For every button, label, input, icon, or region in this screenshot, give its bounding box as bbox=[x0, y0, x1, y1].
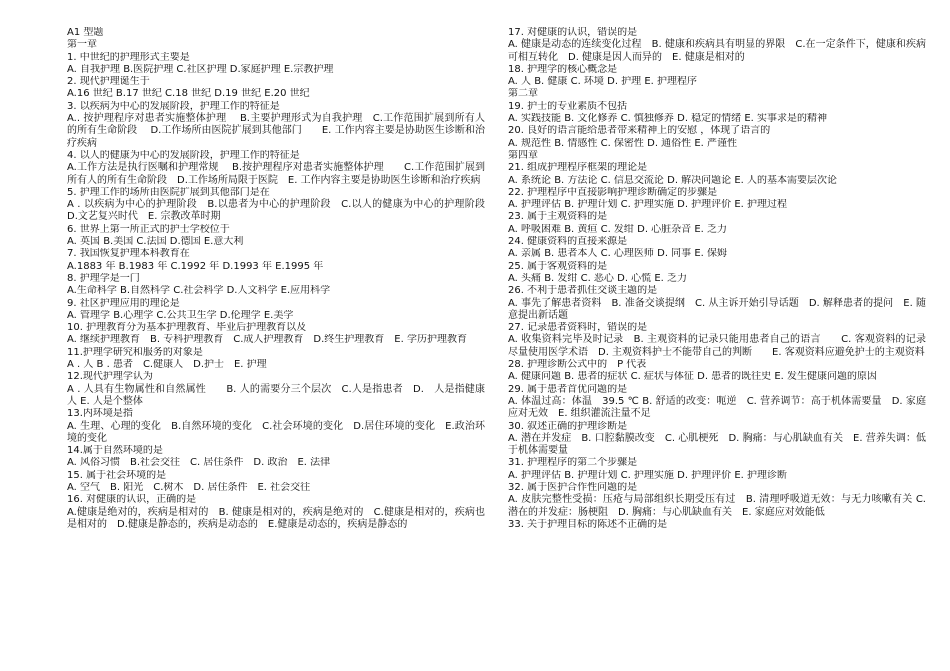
question: 31. 护理程序的第二个步骤是 bbox=[508, 457, 638, 469]
question: 13.内环境是指 bbox=[67, 408, 133, 420]
question: 26. 不利于患者抓住交谈主题的是 bbox=[508, 285, 658, 297]
question: 28. 护理诊断公式中的 P 代表 bbox=[508, 359, 647, 371]
answer-options: A. 健康是动态的连续变化过程 B. 健康和疾病具有明显的界限 C.在一定条件下，健康和疾病可相互转化 D. 健康是因人而异的 E. 健康是相对的 bbox=[508, 39, 926, 63]
question: 5. 护理工作的场所由医院扩展到其他部门是在 bbox=[67, 186, 270, 198]
question: 7. 我国恢复护理本科教育在 bbox=[67, 248, 190, 260]
question: 14.属于自然环境的是 bbox=[67, 445, 163, 457]
answer-options: A . 人具有生物属性和自然属性 B. 人的需要分三个层次 C.人是指患者 D. 人是指健康人 E. 人是个整体 bbox=[67, 383, 485, 407]
answer-options: A. 潜在并发症 B. 口腔黏膜改变 C. 心肌梗死 D. 胸痛：与心肌缺血有关 E. 营养失调：低于机体需要量 bbox=[508, 432, 926, 457]
right-column bbox=[508, 27, 926, 531]
answer-options: A. 护理评估 B. 护理计划 C. 护理实施 D. 护理评价 E. 护理诊断 bbox=[508, 469, 788, 481]
question: 15. 属于社会环境的是 bbox=[67, 469, 167, 481]
answer-options: A. 皮肤完整性受损：压疮与局部组织长期受压有过 B. 清理呼吸道无效：与无力咳嗽有关 C. 潜在的并发症：肠梗阻 D. 胸痛：与心肌缺血有关 E. 家庭应对效能低 bbox=[508, 494, 926, 518]
question: 1. 中世纪的护理形式主要是 bbox=[67, 51, 190, 63]
answer-options: A. 头痛 B. 发绀 C. 恶心 D. 心慌 E. 乏力 bbox=[508, 272, 688, 284]
question: 25. 属于客观资料的是 bbox=[508, 260, 608, 272]
question: 3. 以疾病为中心的发展阶段，护理工作的特征是 bbox=[67, 100, 280, 112]
question: 22. 护理程序中直接影响护理诊断确定的步骤是 bbox=[508, 186, 718, 198]
answer-options: A. 收集资料完毕及时记录 B. 主观资料的记录只能用患者自己的语言 C. 客观资料的记录尽量使用医学术语 D. 主观资料护士不能带自己的判断 E. 客观资料应避免护士的主观资料 bbox=[508, 334, 926, 358]
answer-options: A. 实践技能 B. 文化修养 C. 慎独修养 D. 稳定的情绪 E. 实事求是的精神 bbox=[508, 113, 828, 125]
answer-options: A. 事先了解患者资料 B. 准备交谈提纲 C. 从主诉开始引导话题 D. 解释患者的提问 E. 随意提出新话题 bbox=[508, 297, 926, 321]
answer-options: A.生命科学 B.自然科学 C.社会科学 D.人文科学 E.应用科学 bbox=[67, 285, 331, 297]
answer-options: A.16 世纪 B.17 世纪 C.18 世纪 D.19 世纪 E.20 世纪 bbox=[67, 88, 310, 100]
chapter-heading: 第一章 bbox=[67, 39, 97, 51]
answer-options: A.工作方法是执行医嘱和护理常规 B.按护理程序对患者实施整体护理 C.工作范围扩展到所有人的所有生命阶段 D.工作场所局限于医院 E. 工作内容主要是协助医生诊断和治疗疾病 bbox=[67, 162, 485, 186]
question: 16. 对健康的认识，正确的是 bbox=[67, 494, 197, 506]
answer-options: A. 风俗习惯 B.社会交往 C. 居住条件 D. 政治 E. 法律 bbox=[67, 457, 331, 469]
question: 24. 健康资料的直接来源是 bbox=[508, 236, 628, 248]
question: 30. 叙述正确的护理诊断是 bbox=[508, 420, 628, 432]
question: 17. 对健康的认识，错误的是 bbox=[508, 27, 638, 38]
question: 21. 组成护理程序框架的理论是 bbox=[508, 162, 648, 174]
answer-options: A. 规范性 B. 情感性 C. 保密性 D. 通俗性 E. 严谨性 bbox=[508, 137, 738, 149]
answer-options: A. 自我护理 B.医院护理 C.社区护理 D.家庭护理 E.宗教护理 bbox=[67, 63, 334, 75]
chapter-heading: 第二章 bbox=[508, 88, 538, 100]
answer-options: A. 体温过高：体温 39.5 ℃ B. 舒适的改变：呃逆 C. 营养调节：高于机体需要量 D. 家庭应对无效 E. 组织灌流注量不足 bbox=[508, 395, 926, 420]
answer-options: A. 呼吸困难 B. 黄疸 C. 发绀 D. 心脏杂音 E. 乏力 bbox=[508, 223, 728, 235]
answer-options: A . 以疾病为中心的护理阶段 B.以患者为中心的护理阶段 C.以人的健康为中心的护理阶段 D.文艺复兴时代 E. 宗教改革时期 bbox=[67, 199, 485, 223]
question: 2. 现代护理诞生于 bbox=[67, 76, 150, 88]
question: 11.护理学研究和服务的对象是 bbox=[67, 346, 203, 358]
answer-options: A. 空气 B. 阳光 C.树木 D. 居住条件 E. 社会交往 bbox=[67, 481, 311, 493]
question: 8. 护理学是一门 bbox=[67, 272, 140, 284]
question: 23. 属于主观资料的是 bbox=[508, 211, 608, 223]
answer-options: A.. 按护理程序对患者实施整体护理 B.主要护理形式为自我护理 C.工作范围扩展到所有人的所有生命阶段 D.工作场所由医院扩展到其他部门 E. 工作内容主要是协助医生诊断和治疗疾病 bbox=[67, 113, 485, 149]
answer-options: A. 生理、心理的变化 B.自然环境的变化 C.社会环境的变化 D.居住环境的变化 E.政治环境的变化 bbox=[67, 420, 485, 444]
answer-options: A.健康是绝对的，疾病是相对的 B. 健康是相对的，疾病是绝对的 C.健康是相对的，疾病也是相对的 D.健康是静态的，疾病是动态的 E.健康是动态的，疾病是静态的 bbox=[67, 506, 485, 530]
answer-options: A. 护理评估 B. 护理计划 C. 护理实施 D. 护理评价 E. 护理过程 bbox=[508, 199, 788, 211]
question: 4. 以人的健康为中心的发展阶段，护理工作的特征是 bbox=[67, 149, 300, 161]
question: 33. 关于护理目标的陈述不正确的是 bbox=[508, 518, 668, 530]
question: 6. 世界上第一所正式的护士学校位于 bbox=[67, 223, 230, 235]
answer-options: A . 人 B . 患者 C.健康人 D.护士 E. 护理 bbox=[67, 359, 267, 371]
question: 9. 社区护理应用的理论是 bbox=[67, 297, 180, 309]
question: 27. 记录患者资料时，错误的是 bbox=[508, 322, 648, 334]
answer-options: A. 英国 B.美国 C.法国 D.德国 E.意大利 bbox=[67, 236, 244, 248]
section-type-heading: A1 型题 bbox=[67, 27, 104, 38]
question: 32. 属于医护合作性问题的是 bbox=[508, 481, 638, 493]
question: 19. 护士的专业素质不包括 bbox=[508, 100, 628, 112]
question: 10. 护理教育分为基本护理教育、毕业后护理教育以及 bbox=[67, 322, 307, 334]
answer-options: A. 健康问题 B. 患者的症状 C. 症状与体征 D. 患者的既往史 E. 发生健康问题的原因 bbox=[508, 371, 878, 383]
chapter-heading: 第四章 bbox=[508, 149, 538, 161]
answer-options: A. 亲属 B. 患者本人 C. 心理医师 D. 同事 E. 保姆 bbox=[508, 248, 728, 260]
question: 29. 属于患者首优问题的是 bbox=[508, 383, 628, 395]
question: 18. 护理学的核心概念是 bbox=[508, 63, 618, 75]
answer-options: A. 系统论 B. 方法论 C. 信息交流论 D. 解决问题论 E. 人的基本需要层次论 bbox=[508, 174, 838, 186]
answer-options: A. 管理学 B.心理学 C.公共卫生学 D.伦理学 E.美学 bbox=[67, 309, 294, 321]
answer-options: A. 继续护理教育 B. 专科护理教育 C.成人护理教育 D.终生护理教育 E. 学历护理教育 bbox=[67, 334, 467, 346]
answer-options: A. 人 B. 健康 C. 环境 D. 护理 E. 护理程序 bbox=[508, 76, 698, 88]
left-column bbox=[67, 27, 485, 531]
answer-options: A.1883 年 B.1983 年 C.1992 年 D.1993 年 E.1995 年 bbox=[67, 260, 324, 272]
question: 12.现代护理学认为 bbox=[67, 371, 153, 383]
question: 20. 良好的语言能给患者带来精神上的安慰 ，体现了语言的 bbox=[508, 125, 771, 137]
